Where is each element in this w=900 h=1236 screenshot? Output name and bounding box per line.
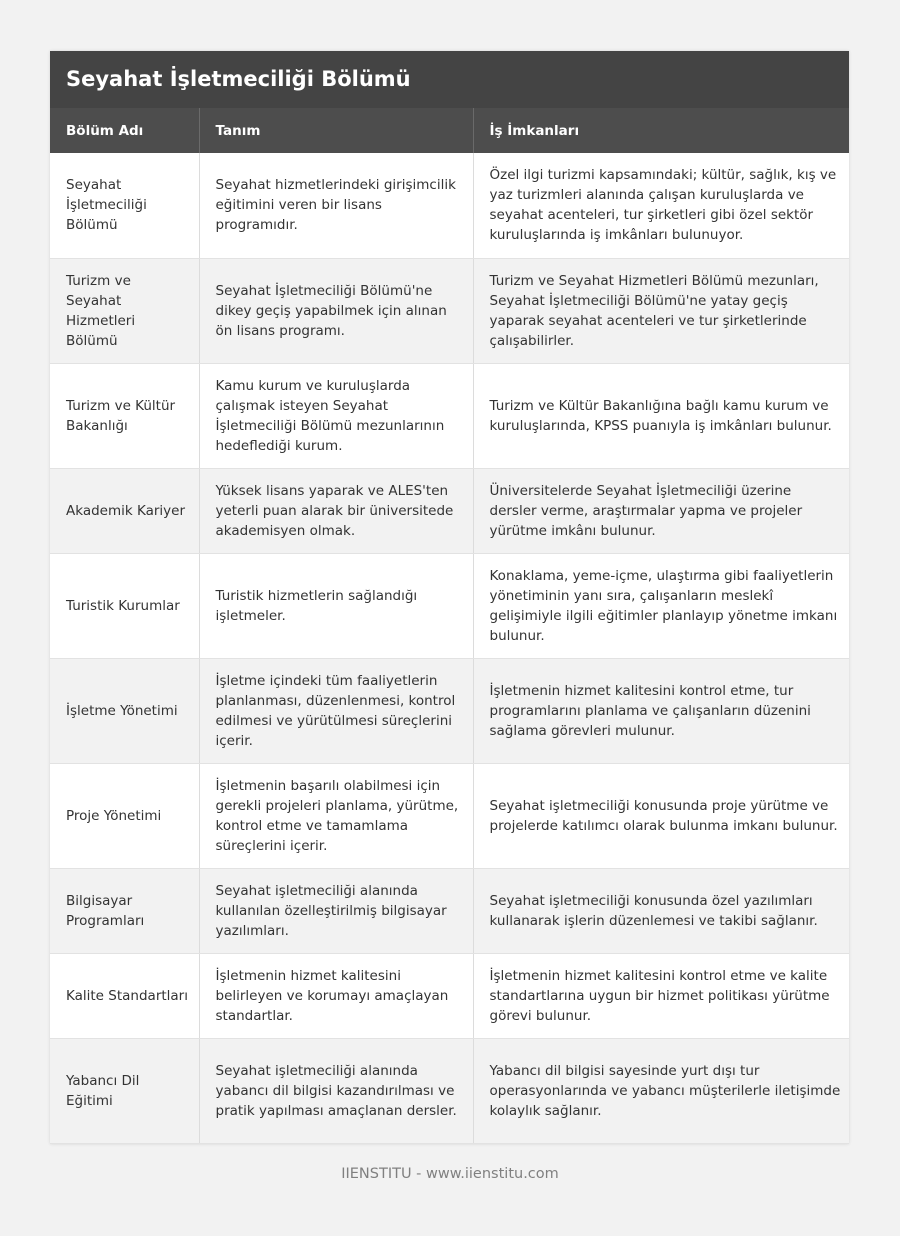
cell-name: Turizm ve Kültür Bakanlığı xyxy=(50,363,199,468)
cell-jobs: Seyahat işletmeciliği konusunda proje yürütme ve projelerde katılımcı olarak bulunma imkanı bulunur. xyxy=(473,763,849,868)
cell-definition: Seyahat hizmetlerindeki girişimcilik eğitimini veren bir lisans programıdır. xyxy=(199,153,473,258)
cell-jobs: Üniversitelerde Seyahat İşletmeciliği üzerine dersler verme, araştırmalar yapma ve projeler yürütme imkânı bulunur. xyxy=(473,468,849,553)
cell-jobs: Yabancı dil bilgisi sayesinde yurt dışı tur operasyonlarında ve yabancı müşterilerle iletişimde kolaylık sağlanır. xyxy=(473,1038,849,1143)
cell-definition: Yüksek lisans yaparak ve ALES'ten yeterli puan alarak bir üniversitede akademisyen olmak. xyxy=(199,468,473,553)
cell-definition: Seyahat işletmeciliği alanında kullanılan özelleştirilmiş bilgisayar yazılımları. xyxy=(199,868,473,953)
cell-name: Akademik Kariyer xyxy=(50,468,199,553)
cell-definition: İşletmenin başarılı olabilmesi için gerekli projeleri planlama, yürütme, kontrol etme ve tamamlama süreçlerini içerir. xyxy=(199,763,473,868)
column-header-definition: Tanım xyxy=(199,108,473,153)
cell-definition: İşletme içindeki tüm faaliyetlerin planlanması, düzenlenmesi, kontrol edilmesi ve yürütülmesi süreçlerini içerir. xyxy=(199,658,473,763)
cell-definition: Turistik hizmetlerin sağlandığı işletmeler. xyxy=(199,553,473,658)
table-row xyxy=(50,868,849,953)
cell-jobs: İşletmenin hizmet kalitesini kontrol etme ve kalite standartlarına uygun bir hizmet politikası yürütme görevi bulunur. xyxy=(473,953,849,1038)
cell-name: Bilgisayar Programları xyxy=(50,868,199,953)
cell-jobs: Özel ilgi turizmi kapsamındaki; kültür, sağlık, kış ve yaz turizmleri alanında çalışan kuruluşlarda ve seyahat acenteleri, tur şirketleri gibi özel sektör kuruluşlarında iş imkânları bulunuyor. xyxy=(473,153,849,258)
table-row xyxy=(50,553,849,658)
cell-jobs: Turizm ve Kültür Bakanlığına bağlı kamu kurum ve kuruluşlarında, KPSS puanıyla iş imkânları bulunur. xyxy=(473,363,849,468)
table-row xyxy=(50,953,849,1038)
cell-name: Seyahat İşletmeciliği Bölümü xyxy=(50,153,199,258)
table-row xyxy=(50,468,849,553)
table-row xyxy=(50,363,849,468)
cell-name: Yabancı Dil Eğitimi xyxy=(50,1038,199,1143)
table-title: Seyahat İşletmeciliği Bölümü xyxy=(50,51,849,108)
table-row xyxy=(50,658,849,763)
cell-name: Turistik Kurumlar xyxy=(50,553,199,658)
cell-name: İşletme Yönetimi xyxy=(50,658,199,763)
cell-name: Turizm ve Seyahat Hizmetleri Bölümü xyxy=(50,258,199,363)
table-card xyxy=(50,51,849,1144)
cell-jobs: İşletmenin hizmet kalitesini kontrol etme, tur programlarını planlama ve çalışanların düzenini sağlama görevleri mulunur. xyxy=(473,658,849,763)
table-row xyxy=(50,258,849,363)
table-row xyxy=(50,153,849,258)
cell-jobs: Turizm ve Seyahat Hizmetleri Bölümü mezunları, Seyahat İşletmeciliği Bölümü'ne yatay geçiş yaparak seyahat acenteleri ve tur şirketlerinde çalışabilirler. xyxy=(473,258,849,363)
cell-name: Kalite Standartları xyxy=(50,953,199,1038)
cell-definition: Seyahat işletmeciliği alanında yabancı dil bilgisi kazandırılması ve pratik yapılması amaçlanan dersler. xyxy=(199,1038,473,1143)
cell-definition: Kamu kurum ve kuruluşlarda çalışmak isteyen Seyahat İşletmeciliği Bölümü mezunlarının hedeflediği kurum. xyxy=(199,363,473,468)
column-header-jobs: İş İmkanları xyxy=(473,108,849,153)
data-table xyxy=(50,108,849,1144)
column-header-name: Bölüm Adı xyxy=(50,108,199,153)
cell-definition: İşletmenin hizmet kalitesini belirleyen ve korumayı amaçlayan standartlar. xyxy=(199,953,473,1038)
table-row xyxy=(50,1038,849,1143)
cell-jobs: Seyahat işletmeciliği konusunda özel yazılımları kullanarak işlerin düzenlemesi ve takibi sağlanır. xyxy=(473,868,849,953)
cell-name: Proje Yönetimi xyxy=(50,763,199,868)
cell-jobs: Konaklama, yeme-içme, ulaştırma gibi faaliyetlerin yönetiminin yanı sıra, çalışanların meslekî gelişimiyle ilgili eğitimler planlayıp yönetme imkanı bulunur. xyxy=(473,553,849,658)
header-row xyxy=(50,108,849,153)
table-row xyxy=(50,763,849,868)
footer-credit: IIENSTITU - www.iienstitu.com xyxy=(341,1166,559,1182)
cell-definition: Seyahat İşletmeciliği Bölümü'ne dikey geçiş yapabilmek için alınan ön lisans programı. xyxy=(199,258,473,363)
